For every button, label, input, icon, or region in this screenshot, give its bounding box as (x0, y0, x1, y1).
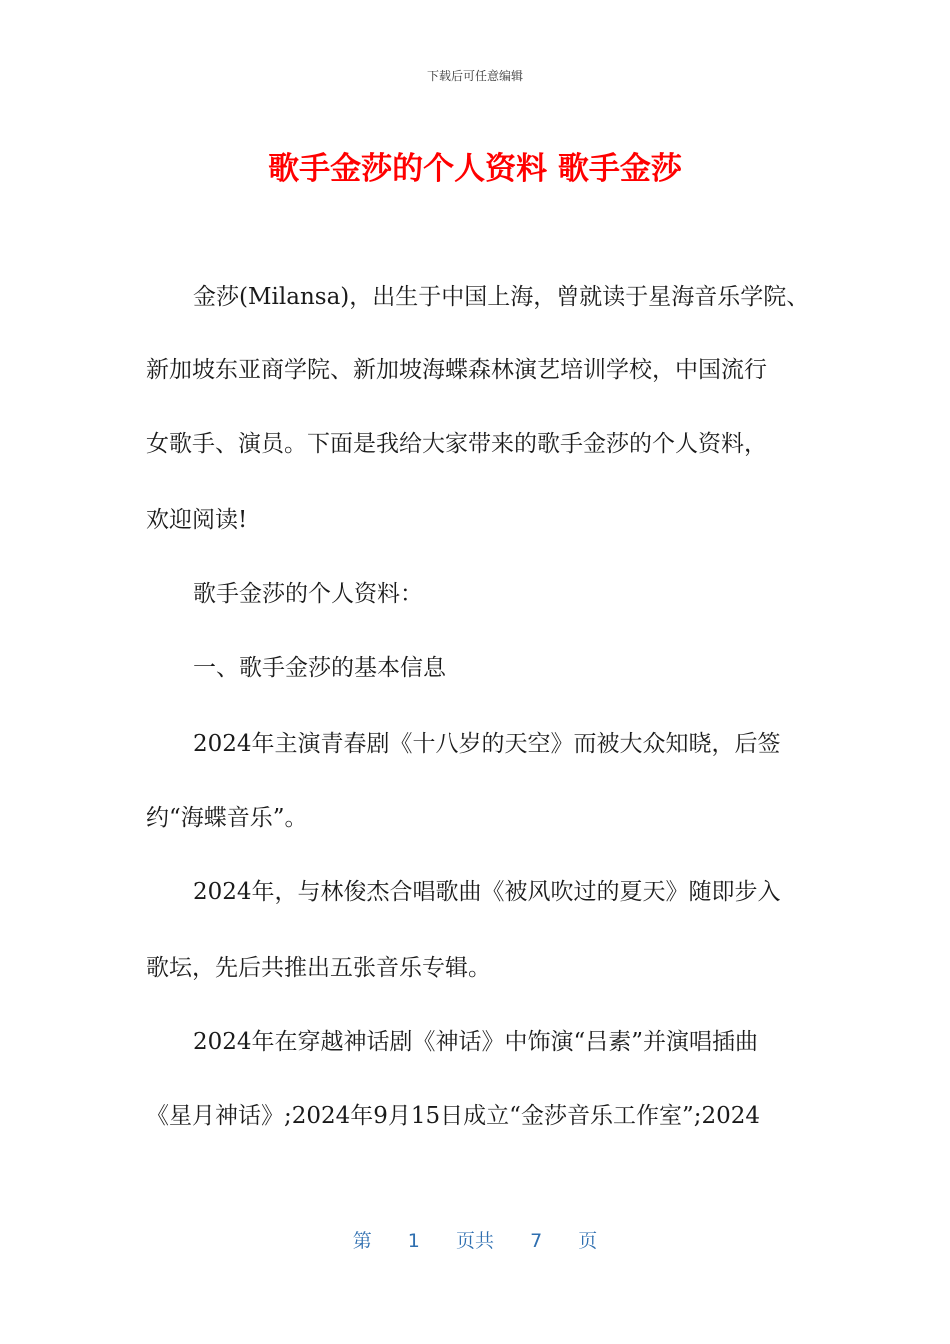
document-title: 歌手金莎的个人资料 歌手金莎 (268, 151, 682, 187)
paragraph-line: 《星月神话》;2024年9月15日成立“金莎音乐工作室”;2024 (146, 1103, 760, 1129)
paragraph-line: 新加坡东亚商学院、新加坡海蝶森林演艺培训学校，中国流行 (146, 357, 767, 383)
total-pages: 7 (530, 1230, 543, 1252)
paragraph-line: 2024年主演青春剧《十八岁的天空》而被大众知晓，后签 (193, 731, 781, 757)
page-indicator (0, 1226, 950, 1253)
page-suffix: 页 (578, 1230, 598, 1252)
page-middle: 页共 (455, 1230, 494, 1252)
download-note: 下载后可任意编辑 (426, 69, 523, 83)
page-prefix: 第 (352, 1230, 372, 1252)
paragraph-line: 2024年，与林俊杰合唱歌曲《被风吹过的夏天》随即步入 (193, 879, 781, 905)
paragraph-line: 金莎(Milansa)，出生于中国上海，曾就读于星海音乐学院、 (193, 284, 810, 310)
paragraph-line: 歌坛，先后共推出五张音乐专辑。 (146, 955, 491, 981)
paragraph-line: 女歌手、演员。下面是我给大家带来的歌手金莎的个人资料， (146, 431, 767, 457)
paragraph-line: 欢迎阅读! (146, 507, 248, 533)
paragraph-line: 2024年在穿越神话剧《神话》中饰演“吕素”并演唱插曲 (193, 1029, 759, 1055)
paragraph-line: 约“海蝶音乐”。 (146, 805, 308, 831)
section-heading: 一、歌手金莎的基本信息 (193, 655, 446, 681)
page-number: 1 (407, 1230, 420, 1252)
paragraph-line: 歌手金莎的个人资料： (193, 581, 423, 607)
